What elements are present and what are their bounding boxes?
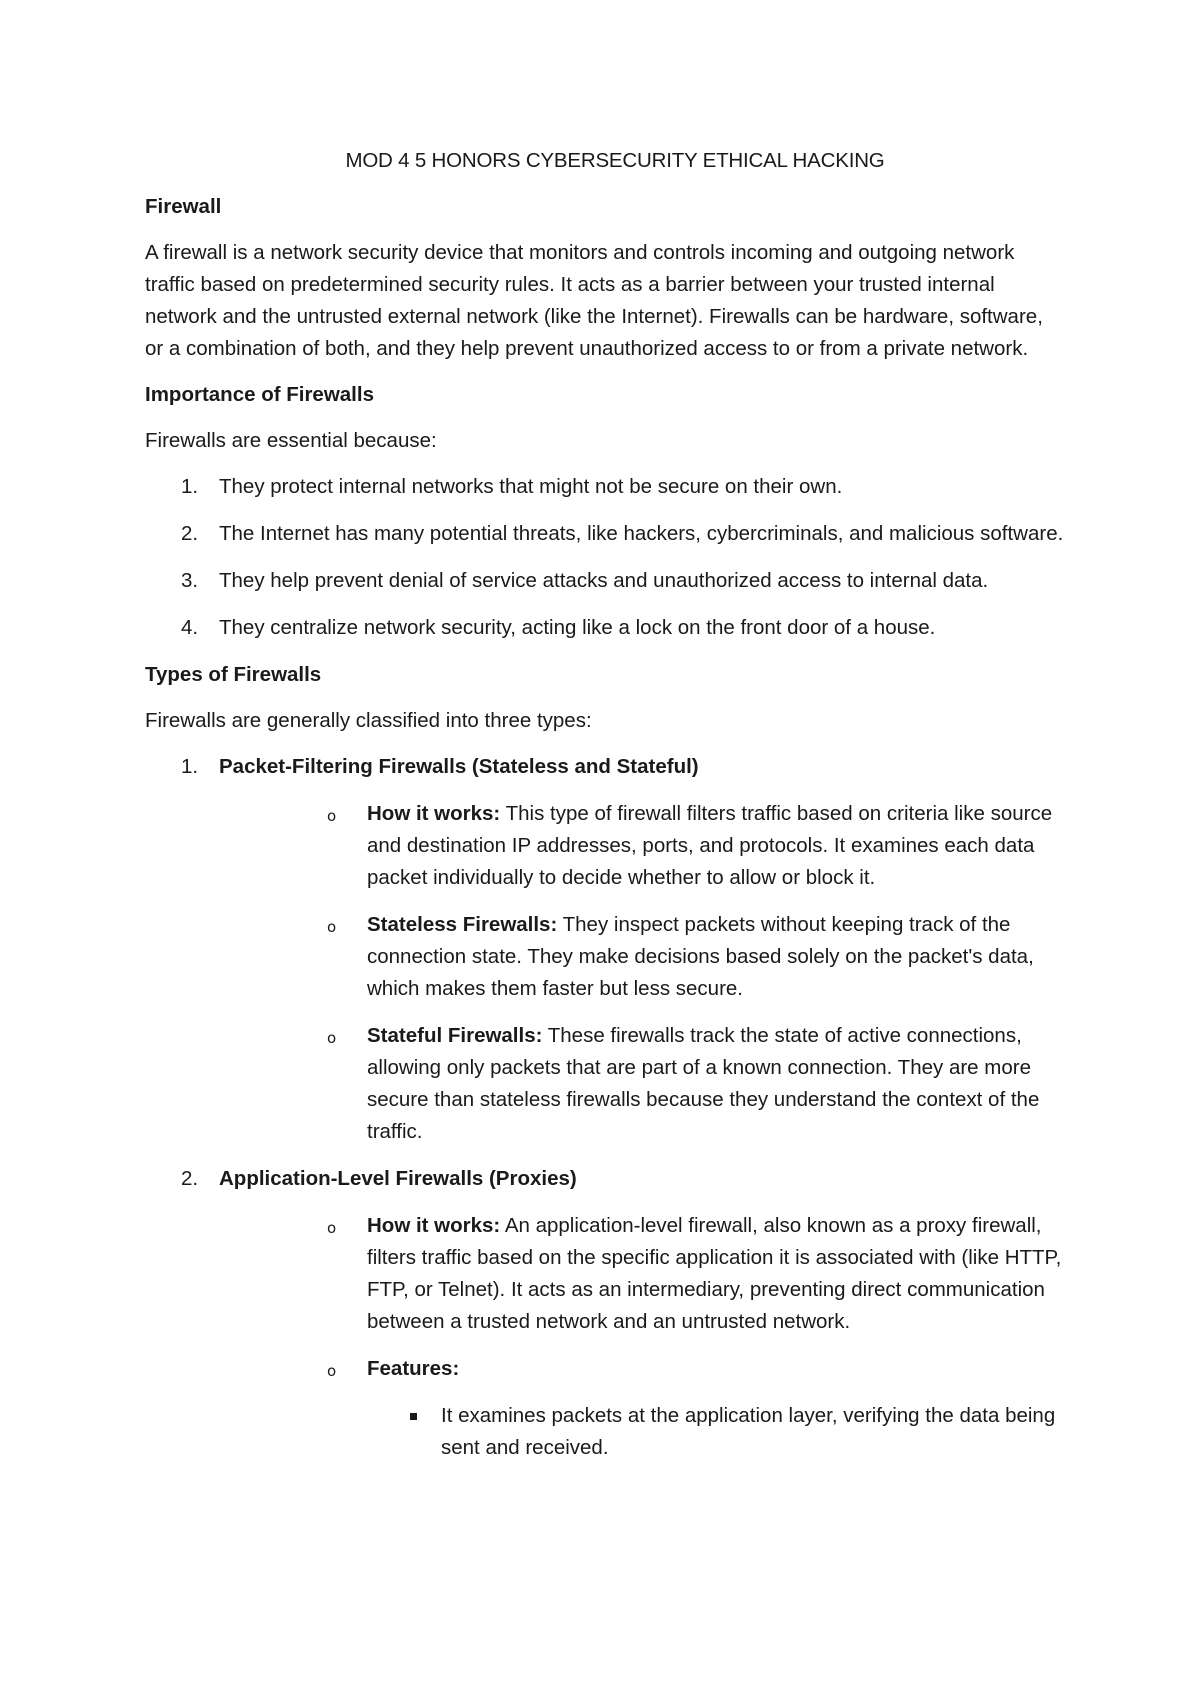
sub-list-item bbox=[219, 1020, 1065, 1148]
sub-item-label: How it works: bbox=[367, 802, 501, 825]
sub-item-label: How it works: bbox=[367, 1214, 501, 1237]
list-number: 1. bbox=[181, 755, 199, 778]
sub-item-label: Features: bbox=[367, 1357, 460, 1380]
list-item-text: They centralize network security, acting like a lock on the front door of a house. bbox=[219, 616, 936, 639]
bullet-o-icon: o bbox=[327, 918, 337, 936]
bullet-o-icon: o bbox=[327, 1362, 337, 1380]
sub-item-label: Stateful Firewalls: bbox=[367, 1024, 543, 1047]
list-number: 2. bbox=[181, 522, 199, 545]
sub-item-text: This type of firewall filters traffic based on criteria like source and destination IP addresses, ports, and protocols. It examines each data packet individually to decide whether to allow or block it. bbox=[367, 802, 1053, 889]
importance-list bbox=[145, 471, 1065, 644]
square-bullet-icon bbox=[410, 1413, 417, 1420]
list-item bbox=[145, 565, 1065, 597]
section-heading-types: Types of Firewalls bbox=[145, 663, 322, 686]
list-item-text: The Internet has many potential threats, like hackers, cybercriminals, and malicious software. bbox=[219, 522, 1064, 545]
firewall-type-title: Packet-Filtering Firewalls (Stateless and Stateful) bbox=[219, 755, 699, 778]
list-item bbox=[145, 518, 1065, 550]
types-intro: Firewalls are generally classified into three types: bbox=[145, 709, 592, 732]
list-item bbox=[145, 1163, 1065, 1464]
sub-list-item bbox=[219, 798, 1065, 894]
sub-bullet-list bbox=[219, 798, 1065, 1148]
section-heading-importance: Importance of Firewalls bbox=[145, 383, 374, 406]
bullet-o-icon: o bbox=[327, 1219, 337, 1237]
feature-item bbox=[219, 1400, 1065, 1464]
bullet-o-icon: o bbox=[327, 1029, 337, 1047]
section-heading-firewall: Firewall bbox=[145, 195, 222, 218]
document-body bbox=[145, 145, 1065, 1479]
sub-item-text: An application-level firewall, also known as a proxy firewall, filters traffic based on the specific application it is associated with (like HTTP, FTP, or Telnet). It acts as an intermediary, preventing direct communication between a trusted network and an untrusted network. bbox=[367, 1214, 1062, 1333]
sub-bullet-list bbox=[219, 1210, 1065, 1385]
list-number: 1. bbox=[181, 475, 199, 498]
list-item-text: They protect internal networks that might not be secure on their own. bbox=[219, 475, 843, 498]
sub-list-item bbox=[219, 1210, 1065, 1338]
list-item-text: They help prevent denial of service attacks and unauthorized access to internal data. bbox=[219, 569, 989, 592]
list-item bbox=[145, 751, 1065, 1148]
firewall-paragraph: A firewall is a network security device that monitors and controls incoming and outgoing network traffic based on predetermined security rules. It acts as a barrier between your trusted internal network and the untrusted external network (like the Internet). Firewalls can be hardware, software, or a combination of both, and they help prevent unauthorized access to or from a private network. bbox=[145, 241, 1043, 360]
importance-intro: Firewalls are essential because: bbox=[145, 429, 437, 452]
sub-list-item bbox=[219, 1353, 1065, 1385]
list-number: 3. bbox=[181, 569, 199, 592]
features-list bbox=[219, 1400, 1065, 1464]
sub-item-text: They inspect packets without keeping track of the connection state. They make decisions based solely on the packet's data, which makes them faster but less secure. bbox=[367, 913, 1034, 1000]
firewall-type-title: Application-Level Firewalls (Proxies) bbox=[219, 1167, 577, 1190]
sub-item-text: These firewalls track the state of active connections, allowing only packets that are part of a known connection. They are more secure than stateless firewalls because they understand the context of the traffic. bbox=[367, 1024, 1040, 1143]
sub-item-label: Stateless Firewalls: bbox=[367, 913, 558, 936]
document-title: MOD 4 5 HONORS CYBERSECURITY ETHICAL HACKING bbox=[345, 149, 885, 172]
list-item bbox=[145, 612, 1065, 644]
list-item bbox=[145, 471, 1065, 503]
feature-text: It examines packets at the application layer, verifying the data being sent and received. bbox=[441, 1404, 1056, 1459]
list-number: 4. bbox=[181, 616, 199, 639]
types-list bbox=[145, 751, 1065, 1464]
sub-list-item bbox=[219, 909, 1065, 1005]
bullet-o-icon: o bbox=[327, 807, 337, 825]
list-number: 2. bbox=[181, 1167, 199, 1190]
